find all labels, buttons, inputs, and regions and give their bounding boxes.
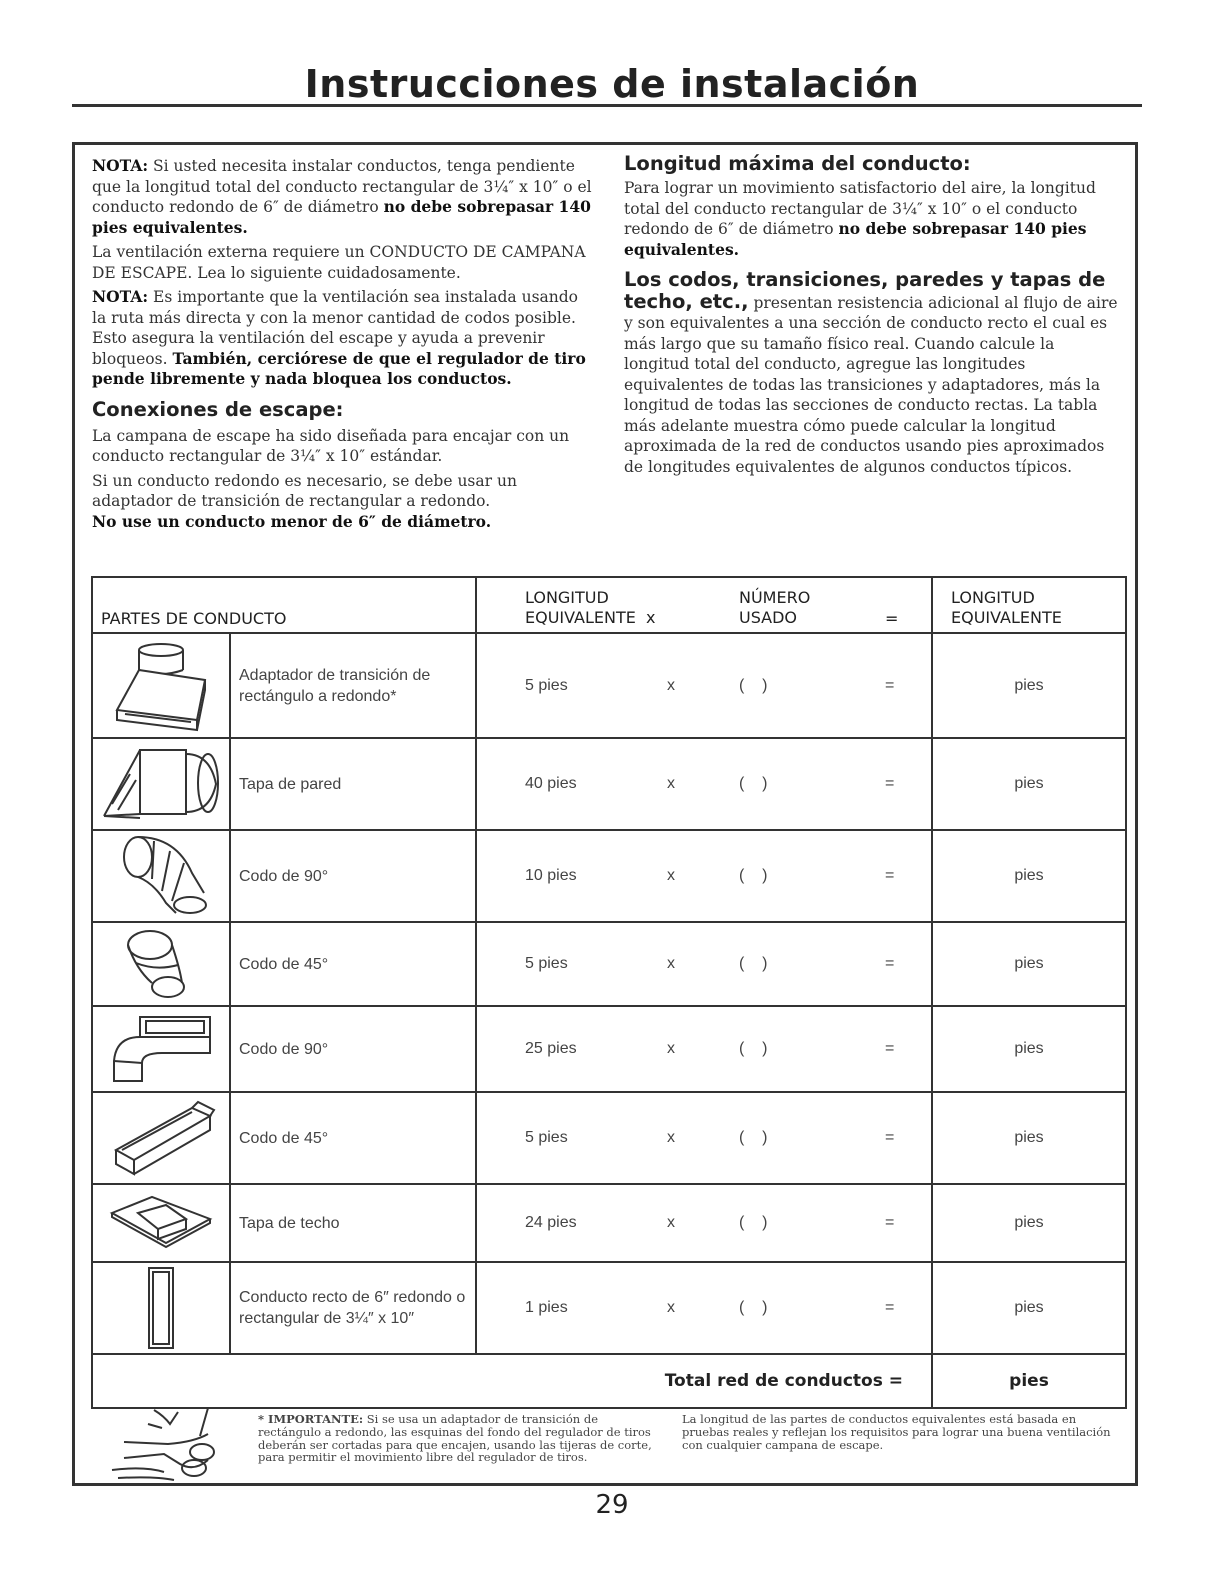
header-equivalent [525,588,656,628]
note-1 [92,156,592,238]
page-title: Instrucciones de instalación [304,62,920,106]
header-num-line2: USADO [739,608,798,627]
table-row [92,1262,1126,1354]
part-name: Codo de 90° [230,830,476,922]
left-column [92,156,592,536]
total-unit: pies [932,1354,1126,1408]
equivalent-value: 1 pies [525,1299,568,1316]
table-row [92,738,1126,830]
header-num-line1: NÚMERO [739,588,811,607]
part-name: Codo de 45° [230,1092,476,1184]
number-used-input[interactable]: ( ) [739,676,768,694]
equivalent-cell [476,1184,932,1262]
header-number [739,588,810,628]
note-2-lead: NOTA: [92,287,149,306]
equivalent-cell [476,830,932,922]
paragraph-hood-design: La campana de escape ha sido diseñada para encajar con un conducto rectangular de 3¼″ x 10″ estándar. [92,426,570,465]
table-row [92,922,1126,1006]
equals-sign: = [885,775,895,792]
equivalent-cell [476,1262,932,1354]
equals-sign: = [885,1040,895,1057]
result-unit: pies [932,633,1126,738]
part-name: Adaptador de transición de rectángulo a redondo* [230,633,476,738]
paragraph-round-duct: Si un conducto redondo es necesario, se debe usar un adaptador de transición de rectangular a redondo. [92,471,517,510]
title-underline [72,104,1142,107]
right-column [624,152,1124,481]
max-length-text: Para lograr un movimiento satisfactorio del aire, la longitud total del conducto rectangular de 3¼″ x 10″ o el conducto redondo de 6″ de diámetro [624,179,1096,238]
wall-cap-icon [92,738,230,830]
important-text: Si se usa un adaptador de transición de rectángulo a redondo, las esquinas del fondo del regulador de tiros deberán ser cortadas para que encajen, usando las tijeras de corte, para permitir el movimiento libre del regulador de tiros. [258,1412,652,1465]
number-used-input[interactable]: ( ) [739,1129,768,1146]
multiply-sign: x [667,867,675,884]
total-label: Total red de conductos = [92,1354,932,1408]
header-result [932,577,1126,633]
exhaust-connections-heading: Conexiones de escape: [92,397,344,421]
scissors-cutting-icon [104,1402,244,1482]
straight-duct-icon [92,1262,230,1354]
equivalent-value: 10 pies [525,867,577,884]
table-header-row [92,577,1126,633]
header-parts-label: PARTES DE CONDUCTO [101,609,287,628]
round-elbow-90-icon [92,830,230,922]
table-row [92,830,1126,922]
equals-sign: = [885,1129,895,1146]
equivalent-value: 5 pies [525,676,568,694]
result-unit: pies [932,738,1126,830]
result-unit: pies [932,1262,1126,1354]
result-unit: pies [932,1092,1126,1184]
rect-elbow-45-icon [92,1092,230,1184]
header-eq-line2 [525,608,656,628]
number-used-input[interactable]: ( ) [739,867,768,884]
round-elbow-45-icon [92,922,230,1006]
note-1-text: Si usted necesita instalar conductos, tenga pendiente que la longitud total del conducto rectangular de 3¼″ x 10″ o el conducto redondo de 6″ de diámetro [92,157,592,216]
total-row [92,1354,1126,1408]
multiply-sign: x [667,955,675,972]
result-unit: pies [932,830,1126,922]
roof-cap-icon [92,1184,230,1262]
max-length-bold: no debe sobrepasar 140 pies equivalentes. [624,219,1087,259]
equivalent-value: 24 pies [525,1214,577,1231]
equals-sign: = [885,867,895,884]
note-2 [92,287,592,390]
header-equals: = [885,609,899,628]
number-used-input[interactable]: ( ) [739,955,768,972]
result-unit: pies [932,922,1126,1006]
equivalent-cell [476,1006,932,1092]
equals-sign: = [885,1299,895,1316]
paragraph-min-diameter [92,512,592,533]
equivalent-value: 40 pies [525,775,577,792]
elbows-text: presentan resistencia adicional al flujo de aire y son equivalentes a una sección de conducto recto el cual es más largo que su tamaño físico real. Cuando calcule la longitud total del conducto, agregue las longitudes equivalentes de todas las transiciones y adaptadores, más la longitud de todas las secciones de conducto rectas. La tabla más adelante muestra cómo puede calcular la longitud aproximada de la red de conductos usando pies aproximados de longitudes equivalentes de algunos conductos típicos. [624,293,1118,476]
header-eq-label: EQUIVALENTE [525,608,636,627]
table-row [92,633,1126,738]
equals-sign: = [885,955,895,972]
equivalent-cell [476,922,932,1006]
part-name: Codo de 90° [230,1006,476,1092]
table-row [92,1092,1126,1184]
equals-sign: = [885,1214,895,1231]
header-eq-line1: LONGITUD [525,588,609,607]
note-2-bold: También, cerciórese de que el regulador de tiro pende libremente y nada bloquea los conductos. [92,348,586,388]
part-name: Codo de 45° [230,922,476,1006]
equals-sign: = [885,676,895,694]
page-number: 29 [595,1490,629,1520]
part-name: Conducto recto de 6″ redondo o rectangular de 3¼″ x 10″ [230,1262,476,1354]
result-unit: pies [932,1006,1126,1092]
multiply-sign: x [667,1129,675,1146]
number-used-input[interactable]: ( ) [739,1214,768,1231]
important-note [258,1413,654,1464]
number-used-input[interactable]: ( ) [739,775,768,792]
equivalent-cell [476,738,932,830]
duct-parts-table [91,576,1127,1409]
header-res-line1: LONGITUD [951,588,1035,607]
header-middle [476,577,932,633]
note-2-text: Es importante que la ventilación sea instalada usando la ruta más directa y con la menor cantidad de codos posible. Esto asegura la ventilación del escape y ayuda a prevenir bloqueos. [92,288,578,368]
paragraph-external-vent: La ventilación externa requiere un CONDUCTO DE CAMPANA DE ESCAPE. Lea lo siguiente cuidadosamente. [92,243,586,282]
header-parts [92,577,476,633]
max-duct-length-heading: Longitud máxima del conducto: [624,152,971,175]
multiply-sign: x [667,676,675,694]
table-row [92,1006,1126,1092]
header-res-line2: EQUIVALENTE [951,608,1062,627]
number-used-input[interactable]: ( ) [739,1040,768,1057]
number-used-input[interactable]: ( ) [739,1299,768,1316]
multiply-sign: x [667,1214,675,1231]
note-1-lead: NOTA: [92,156,149,175]
multiply-sign: x [667,1040,675,1057]
equivalent-cell [476,1092,932,1184]
equivalent-value: 5 pies [525,955,568,972]
equivalent-value: 25 pies [525,1040,577,1057]
part-name: Tapa de pared [230,738,476,830]
note-1-bold: no debe sobrepasar 140 pies equivalentes. [92,197,591,237]
paragraph-max-length [624,178,1124,260]
multiply-sign: x [667,1299,675,1316]
equivalent-length-note: La longitud de las partes de conductos equivalentes está basada en pruebas reales y reflejan los requisitos para lograr una buena ventilación con cualquier campana de escape. [682,1412,1111,1452]
result-unit: pies [932,1184,1126,1262]
header-x: x [646,608,656,627]
paragraph-elbows [624,270,1124,477]
part-name: Tapa de techo [230,1184,476,1262]
rect-elbow-90-icon [92,1006,230,1092]
min-diameter-bold: No use un conducto menor de 6″ de diámetro. [92,511,492,531]
equivalent-value: 5 pies [525,1129,568,1146]
transition-adapter-icon [92,633,230,738]
equivalent-cell [476,633,932,738]
important-lead: * IMPORTANTE: [258,1412,364,1426]
table-row [92,1184,1126,1262]
multiply-sign: x [667,775,675,792]
elbows-heading: Los codos, transiciones, paredes y tapas de techo, etc., [624,268,1106,313]
